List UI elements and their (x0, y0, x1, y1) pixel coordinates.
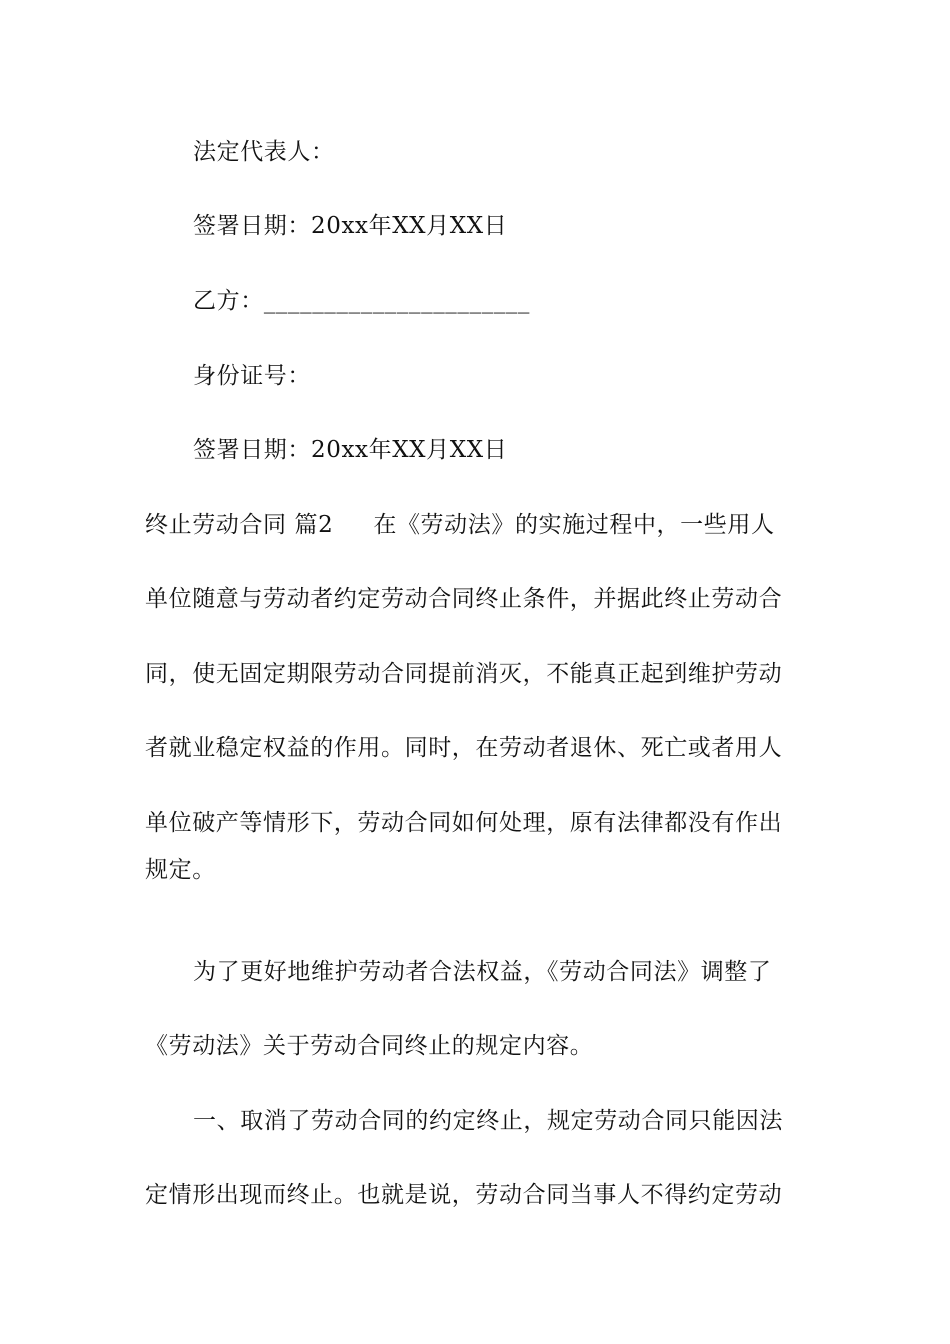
paragraph-1-line-2: 单位随意与劳动者约定劳动合同终止条件，并据此终止劳动合 (145, 586, 783, 612)
paragraph-2-line-1: 为了更好地维护劳动者合法权益，《劳动合同法》调整了 (193, 959, 772, 985)
party-b-blank: ______________________ (263, 288, 531, 314)
paragraph-3-line-2: 定情形出现而终止。也就是说，劳动合同当事人不得约定劳动 (145, 1182, 783, 1208)
party-b-label: 乙方： (193, 288, 264, 314)
signing-date-1: 签署日期：20xx年XX月XX日 (193, 213, 508, 239)
paragraph-1-line-5: 单位破产等情形下，劳动合同如何处理，原有法律都没有作出 (145, 810, 783, 836)
paragraph-1-line-3: 同，使无固定期限劳动合同提前消灭，不能真正起到维护劳动 (145, 661, 783, 687)
article-title-line (145, 510, 810, 540)
paragraph-1-line-4: 者就业稳定权益的作用。同时，在劳动者退休、死亡或者用人 (145, 735, 783, 761)
paragraph-2-line-2: 《劳动法》关于劳动合同终止的规定内容。 (145, 1033, 594, 1059)
party-b-line (193, 286, 810, 316)
legal-representative-label: 法定代表人： (193, 139, 335, 165)
paragraph-3-line-1: 一、取消了劳动合同的约定终止，规定劳动合同只能因法 (193, 1108, 783, 1134)
id-number-label: 身份证号： (193, 363, 311, 389)
paragraph-1-line-6: 规定。 (145, 857, 216, 883)
signing-date-2: 签署日期：20xx年XX月XX日 (193, 437, 508, 463)
paragraph-1-first-line: 在《劳动法》的实施过程中，一些用人 (373, 512, 775, 538)
article-title: 终止劳动合同 篇2 (145, 512, 334, 538)
